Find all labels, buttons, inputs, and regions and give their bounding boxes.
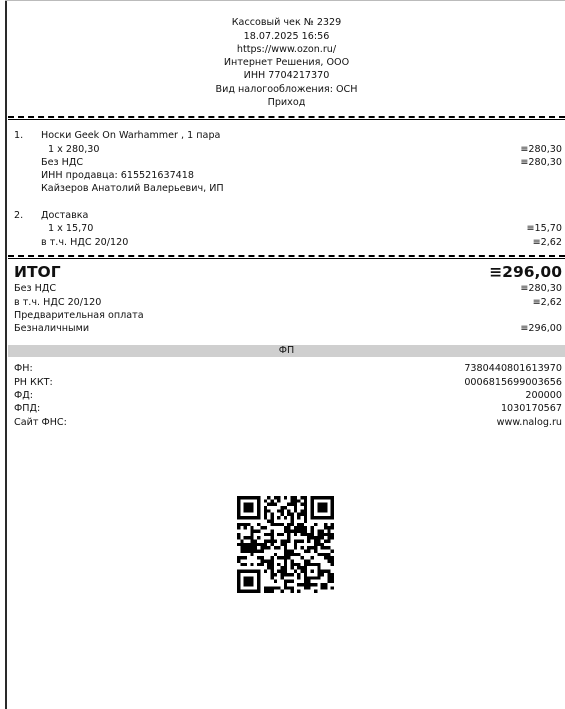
- fns-site-label: Сайт ФНС:: [14, 417, 67, 428]
- item-1-seller-name: Кайзеров Анатолий Валерьевич, ИП: [41, 183, 224, 194]
- cashless-label: Безналичными: [14, 323, 90, 334]
- item-2-vat-value: ≡2,62: [532, 237, 562, 248]
- solid-separator: [8, 119, 565, 120]
- item-1-name: Носки Geek On Warhammer , 1 пара: [41, 130, 221, 141]
- fns-site-value: www.nalog.ru: [496, 417, 562, 428]
- item-2-vat-label: в т.ч. НДС 20/120: [41, 237, 129, 248]
- fiscal-section-header: ФП: [8, 345, 565, 357]
- page-top-border: [5, 0, 565, 1]
- fd-label: ФД:: [14, 390, 33, 401]
- receipt-title: Кассовый чек № 2329: [231, 17, 342, 28]
- fd-value: 200000: [525, 390, 562, 401]
- item-1-vat-value: ≡280,30: [520, 157, 562, 168]
- no-vat-label: Без НДС: [14, 283, 57, 294]
- solid-separator: [8, 258, 565, 259]
- page-left-border: [5, 0, 7, 709]
- vat-value: ≡2,62: [532, 297, 562, 308]
- fn-label: ФН:: [14, 363, 33, 374]
- receipt-url: https://www.ozon.ru/: [236, 44, 337, 55]
- item-1-total: ≡280,30: [520, 144, 562, 155]
- cashless-value: ≡296,00: [520, 323, 562, 334]
- item-1-qty-price: 1 x 280,30: [48, 144, 100, 155]
- tax-system: Вид налогообложения: ОСН: [215, 84, 358, 95]
- qr-code-icon: [237, 496, 334, 593]
- fpd-label: ФПД:: [14, 403, 41, 414]
- dashed-separator: [8, 116, 565, 118]
- fpd-value: 1030170567: [500, 403, 562, 414]
- total-label: ИТОГ: [14, 263, 61, 281]
- prepayment-label: Предварительная оплата: [14, 310, 144, 321]
- rn-kkt-label: РН ККТ:: [14, 377, 53, 388]
- rn-kkt-value: 0006815699003656: [464, 377, 562, 388]
- dashed-separator: [8, 255, 565, 257]
- vat-label: в т.ч. НДС 20/120: [14, 297, 102, 308]
- item-2-number: 2.: [14, 210, 24, 221]
- company-name: Интернет Решения, ООО: [223, 57, 350, 68]
- item-1-seller-inn: ИНН продавца: 615521637418: [41, 170, 194, 181]
- total-value: ≡296,00: [489, 263, 562, 281]
- operation-type: Приход: [267, 97, 306, 108]
- fn-value: 7380440801613970: [464, 363, 562, 374]
- item-2-name: Доставка: [41, 210, 89, 221]
- item-2-total: ≡15,70: [526, 223, 562, 234]
- no-vat-value: ≡280,30: [520, 283, 562, 294]
- company-inn: ИНН 7704217370: [243, 70, 330, 81]
- item-2-qty-price: 1 x 15,70: [48, 223, 94, 234]
- receipt-datetime: 18.07.2025 16:56: [243, 31, 330, 42]
- item-1-number: 1.: [14, 130, 24, 141]
- item-1-vat-label: Без НДС: [41, 157, 84, 168]
